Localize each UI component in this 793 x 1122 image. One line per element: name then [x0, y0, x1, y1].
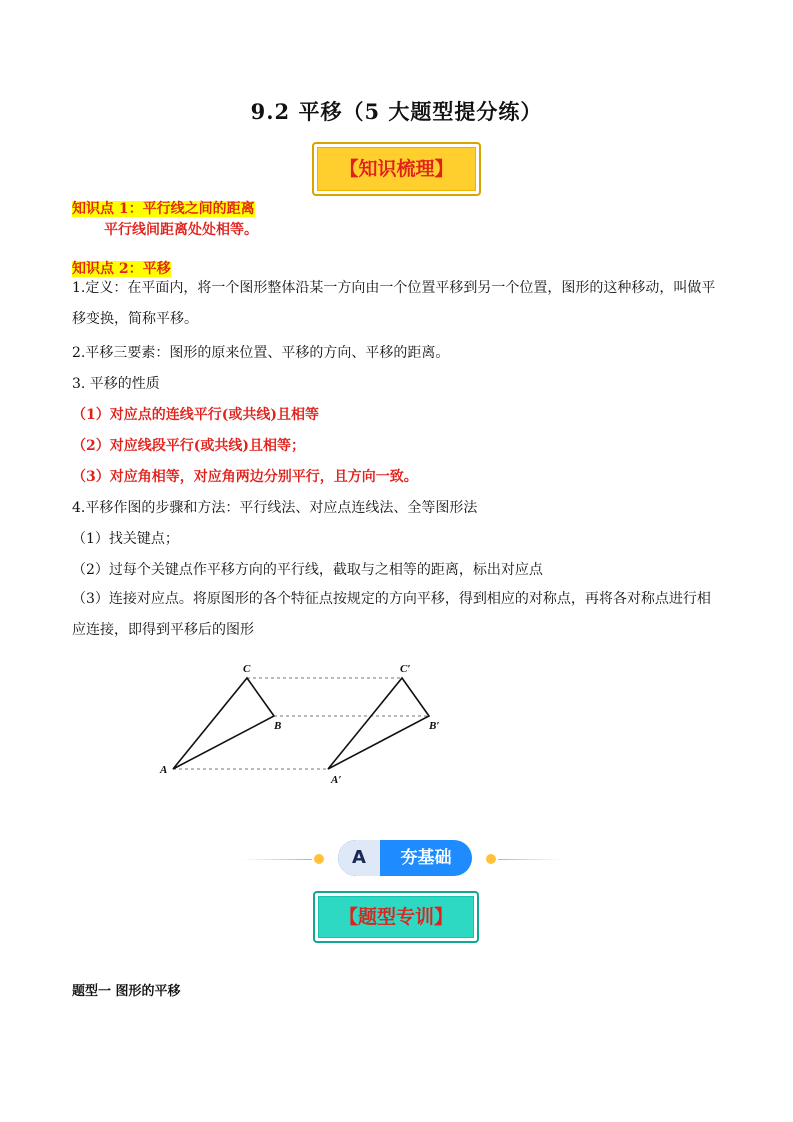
- level-letter: A: [338, 840, 380, 876]
- label-A: A: [160, 764, 168, 776]
- kp2-step2: （2）过每个关键点作平移方向的平行线，截取与之相等的距离，标出对应点: [72, 562, 543, 578]
- kp2-step1: （1）找关键点；: [72, 531, 179, 547]
- label-C: C: [243, 663, 251, 675]
- kp2-steps-title: 4.平移作图的步骤和方法：平行线法、对应点连线法、全等图形法: [72, 500, 478, 516]
- triangle-A2B2C2: [328, 678, 429, 769]
- translation-figure: [150, 655, 450, 795]
- kp2-heading-text: 知识点 2：平移: [72, 261, 171, 277]
- level-pill: [338, 840, 472, 876]
- knowledge-banner: 【知识梳理】: [312, 142, 481, 196]
- left-dash: [240, 859, 312, 860]
- kp2-prop3: （3）对应角相等，对应角两边分别平行，且方向一致。: [72, 469, 418, 485]
- kp2-elements: 2.平移三要素：图形的原来位置、平移的方向、平移的距离。: [72, 345, 450, 361]
- kp2-prop1: （1）对应点的连线平行(或共线)且相等: [72, 407, 319, 423]
- left-dot: [314, 854, 324, 864]
- triangle-ABC: [173, 678, 274, 769]
- level-text: 夯基础: [400, 848, 452, 868]
- kp1-heading-text: 知识点 1：平行线之间的距离: [72, 201, 255, 217]
- kp2-step3: （3）连接对应点。将原图形的各个特征点按规定的方向平移，得到相应的对称点，再将各对称点进行相应连接，即得到平移后的图形: [72, 591, 711, 638]
- section-heading: 题型一 图形的平移: [72, 984, 181, 999]
- practice-banner: 【题型专训】: [313, 891, 479, 943]
- right-dot: [486, 854, 496, 864]
- kp2-props-title: 3. 平移的性质: [72, 376, 160, 392]
- label-B2: B′: [429, 720, 440, 732]
- kp2-prop2: （2）对应线段平行(或共线)且相等；: [72, 438, 305, 454]
- level-badge: [240, 838, 560, 880]
- kp1-text: 平行线间距离处处相等。: [104, 222, 258, 238]
- kp1-heading: [72, 198, 255, 218]
- kp2-definition: 1.定义：在平面内，将一个图形整体沿某一方向由一个位置平移到另一个位置，图形的这种移动，叫做平移变换，简称平移。: [72, 280, 716, 327]
- right-dash: [498, 859, 560, 860]
- label-B: B: [274, 720, 282, 732]
- label-A2: A′: [331, 774, 342, 786]
- page-title: 9.2 平移（5 大题型提分练）: [250, 99, 543, 124]
- label-C2: C′: [400, 663, 411, 675]
